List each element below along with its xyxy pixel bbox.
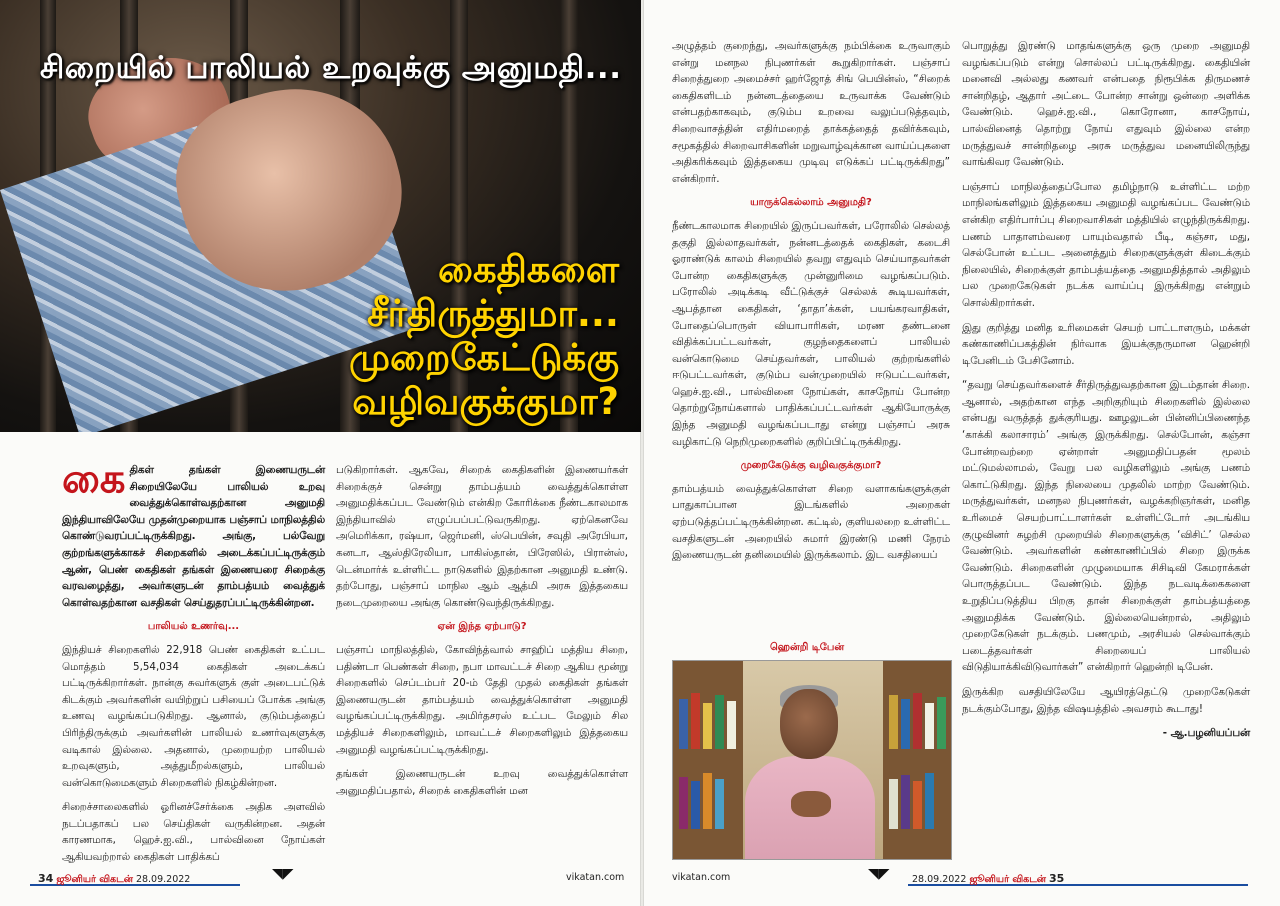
footer-right: [912, 872, 1064, 886]
subheading: ஏன் இந்த ஏற்பாடு?: [437, 621, 527, 633]
paragraph: நீண்டகாலமாக சிறையில் இருப்பவர்கள், பரோலில் செல்லத் தகுதி இல்லாதவர்கள், நன்னடத்தைக் கைதிகள், கடைசி ஓராண்டுக் காலம் சிறையில் தவறு எதுவும் செய்யாதவர்கள் போன்ற கைதிகளுக்கு முன்னுரிமை வழங்கப்படும். பரோலில் அடிக்கடி வீட்டுக்குச் செல்லக் கூடியவர்கள், ஆபத்தான கைதிகள், ‘தாதா’க்கள், பயங்கரவாதிகள், போதைப்பொருள் வியாபாரிகள், மரண தண்டனை விதிக்கப்பட்டவர்கள், குழந்தைகளைப் பாலியல் வன்கொடுமை செய்தவர்கள், பாலியல் குற்றங்களில் ஈடுபட்டவர்கள், குடும்ப வன்முறையில் ஈடுபட்டவர்கள், ஹெச்.ஐ.வி., பால்வினை நோய்கள், காசநோய் போன்ற தொற்றுநோய்களால் பாதிக்கப்பட்டவர்கள் ஆகியோருக்கு இந்த அனுமதி வழங்கப்படாது என்று பஞ்சாப் அரசு வழிகாட்டு நெறிமுறைகளில் குறிப்பிட்டிருக்கிறது.: [672, 219, 950, 448]
footer-left: [38, 872, 190, 886]
paragraph: இருக்கிற வசதியிலேயே ஆயிரத்தெட்டு முறைகேடுகள் நடக்கும்போது, இந்த விஷயத்தில் அவசரம் கூடாது!: [962, 685, 1250, 715]
vikatan-logo-icon: ◥◤: [272, 866, 294, 882]
paragraph: இந்தியச் சிறைகளில் 22,918 பெண் கைதிகள் உட்பட மொத்தம் 5,54,034 கைதிகள் அடைக்கப் பட்டிருக்கிறார்கள். நான்கு சுவர்களுக் குள் அடைபட்டுக் கிடக்கும் அவர்களின் வயிற்றுப் பசியைப் போக்க அங்கு உணவு வழங்கப்படுகிறது. ஆனால், குடும்பத்தைப் பிரிந்திருக்கும் அவர்களின் பாலியல் உணர்வுகளுக்கு வடிகால் இல்லை. அதனால், முறையற்ற பாலியல் உறவுகளும், அத்துமீறல்களும், பாலியல் வன்கொடுமைகளும் சிறைகளில் நிகழ்கின்றன.: [62, 643, 325, 789]
paragraph: பொறுத்து இரண்டு மாதங்களுக்கு ஒரு முறை அனுமதி வழங்கப்படும் என்று சொல்லப் பட்டிருக்கிறது. கைதியின் மனைவி அல்லது கணவர் என்பதை நிரூபிக்க திருமணச் சான்றிதழ், ஆதார் அட்டை போன்ற சான்று ஒன்றை அளிக்க வேண்டும். ஹெச்.ஐ.வி., கொரோனா, காசநோய், பால்வினைத் தொற்று நோய் எதுவும் இல்லை என்ற மருத்துவச் சான்றிதழை அரசு மருத்துவ மனையிலிருந்து வாங்கிவர வேண்டும்.: [962, 40, 1250, 169]
paragraph: அழுத்தம் குறைந்து, அவர்களுக்கு நம்பிக்கை உருவாகும் என்று மனநல நிபுணர்கள் கூறுகிறார்கள். பஞ்சாப் சிறைத்துறை அமைச்சர் ஹர்ஜோத் சிங் பெயின்ஸ், “சிறைக் கைதிகளிடம் நன்னடத்தையை உருவாக்க வேண்டும் என்பதற்காகவும், குடும்ப உறவை வலுப்படுத்தவும், சிறைவாசத்தின் எதிர்மறைத் தாக்கத்தைத் தவிர்க்கவும், சமூகத்தில் சிறைவாசிகளின் மறுவாழ்வுக்கான வாய்ப்புகளை அதிகரிக்கவும் இத்தகைய முடிவு எடுக்கப் பட்டிருக்கிறது” என்கிறார்.: [672, 40, 950, 185]
author-signature: - ஆ.பழனியப்பன்: [1162, 727, 1250, 740]
headline-line: வழிவகுக்குமா?: [352, 380, 619, 423]
page-number: 34: [38, 872, 54, 885]
paragraph: சிறைச்சாலைகளில் ஓரினச்சேர்க்கை அதிக அளவில் நடப்பதாகப் பல செய்திகள் வருகின்றன. அதன் காரணமாக, ஹெச்.ஐ.வி., பால்வினை நோய்கள் ஆகியவற்றால் கைதிகள் பாதிக்கப்: [62, 801, 325, 864]
paragraph: பஞ்சாப் மாநிலத்தைப்போல தமிழ்நாடு உள்ளிட்ட மற்ற மாநிலங்களிலும் இத்தகைய அனுமதி வழங்கப்பட வேண்டும் என்கிற எதிர்பார்ப்பு சிறைவாசிகள் மத்தியில் எழுந்திருக்கிறது. பணம் பாதாளம்வரை பாயும்வதால் பீடி, கஞ்சா, மது, செல்போன் உட்பட அனைத்தும் சிறைகளுக்குள் கிடைக்கும் நிலையில், சிறைக்குள் தாம்பத்யத்தை அனுமதித்தால் அதிலும் பல முறைகேடுகள் நடக்க வாய்ப்பு இருக்கிறது என்றும் சொல்கிறார்கள்.: [962, 180, 1250, 309]
article-column-3: [672, 38, 950, 572]
magazine-name: ஜூனியர் விகடன்: [969, 874, 1046, 885]
subheading: பாலியல் உணர்வு...: [147, 621, 240, 633]
paragraph: “தவறு செய்தவர்களைச் சீர்திருத்துவதற்கான இடம்தான் சிறை. ஆனால், அதற்கான எந்த அறிகுறியும் சிறைகளில் இல்லை என்பது வருத்தத் துக்குரியது. ஊழலுடன் பின்னிப்பிணைந்த ‘காக்கி கலாசாரம்’ அங்கு இருக்கிறது. செல்போன், கஞ்சா போன்றவற்றை ஏன்றாள் அனுமதிப்பதன் மூலம் மட்டுமல்லாமல், வேறு பல வழிகளிலும் அங்கு பணம் கொட்டுகிறது. இந்த நிலையை முதலில் மாற்ற வேண்டும். மருத்துவர்கள், மனநல நிபுணர்கள், வழக்கறிஞர்கள், மனித உரிமைச் செயற்பாட்டாளர்கள் உள்ளிட்டோர் அடங்கிய குழுவினர் சுழற்சி முறையில் சிறைகளுக்கு ‘விசிட்’ செல்ல வேண்டும். அவர்களின் கண்காணிப்பில் சிறை இருக்க வேண்டும். சிறைகளின் முழுமையாக சிசிடிவி கேமராக்கள் பொருத்தப்பட வேண்டும். இந்த நடவடிக்கைகளை உறுதிப்படுத்திய பிறகு தான் சிறைக்குள் தாம்பத்யத்தை அனுமதிக்க வேண்டும். இல்லையென்றால், அதிலும் முறைகேடுகள் நடக்கும். பணமும், அரசியல் செல்வாக்கும் படைத்தவர்கள் சிறையைப் பாலியல் விடுதியாக்கிவிடுவார்கள்” என்கிறார் ஹென்றி டிபேன்.: [962, 379, 1250, 674]
dropcap: கை: [62, 456, 126, 502]
website-link[interactable]: vikatan.com: [566, 872, 625, 883]
portrait-photo: [672, 660, 952, 860]
website-link[interactable]: vikatan.com: [672, 872, 731, 883]
paragraph: தாம்பத்யம் வைத்துக்கொள்ள சிறை வளாகங்களுக்குள் பாதுகாப்பான இடங்களில் அறைகள் ஏற்படுத்தப்பட்டிருக்கின்றன. கட்டில், குளியலறை உள்ளிட்ட வசதிகளுடன் அறையில் சுமார் இரண்டு மணி நேரம் இணையருடன் தனிமையில் இருக்கலாம். இட வசதியைப்: [672, 482, 950, 562]
article-column-2: [336, 462, 628, 807]
hero-title: சிறையில் பாலியல் உறவுக்கு அனுமதி...: [40, 50, 622, 86]
article-column-4: [962, 38, 1250, 742]
photo-caption: ஹென்றி டிபேன்: [770, 642, 845, 653]
hero-photo: [0, 0, 641, 432]
paragraph: படுகிறார்கள். ஆகவே, சிறைக் கைதிகளின் இணையர்கள் சிறைக்குச் சென்று தாம்பத்யம் வைத்துக்கொள்ள அனுமதிக்கப்பட வேண்டும் என்கிற கோரிக்கை நீண்டகாலமாக இந்தியாவில் எழுப்பப்பட்டுவருகிறது. ஏற்கெனவே அமெரிக்கா, ரஷ்யா, ஜெர்மனி, ஸ்பெயின், சவுதி அரேபியா, கனடா, ஆஸ்திரேலியா, பாகிஸ்தான், பிரேஸில், பிரான்ஸ், டென்மார்க் உள்ளிட்ட நாடுகளில் இதற்கான அனுமதி உண்டு. தற்போது, பஞ்சாப் மாநில ஆம் ஆத்மி அரசு இத்தகைய நடைமுறையை அங்கு கொண்டுவந்திருக்கிறது.: [336, 464, 628, 609]
headline: [319, 248, 619, 424]
headline-line: முறைகேட்டுக்கு: [348, 336, 619, 379]
lead-paragraph: கைதிகள் தங்கள் இணையருடன் சிறையிலேயே பாலியல் உறவு வைத்துக்கொள்வதற்கான அனுமதி இந்தியாவிலேயே முதன்முறையாக பஞ்சாப் மாநிலத்தில் கொண்டுவரப்பட்டிருக்கிறது. அங்கு, பல்வேறு குற்றங்களுக்காகச் சிறைகளில் அடைக்கப்பட்டிருக்கும் ஆண், பெண் கைதிகள் தங்கள் இணையரை சிறைக்கு வரவழைத்து, அவர்களுடன் தாம்பத்யம் வைத்துக் கொள்வதற்கான வசதிகள் செய்துதரப்பட்டிருக்கின்றன.: [62, 456, 325, 609]
subheading: முறைகேடுக்கு வழிவகுக்குமா?: [740, 460, 882, 472]
magazine-name: ஜூனியர் விகடன்: [56, 874, 133, 885]
vikatan-logo-icon: ◥◤: [868, 866, 890, 882]
article-column-1: [62, 456, 325, 874]
paragraph: பஞ்சாப் மாநிலத்தில், கோவிந்த்வால் சாஹிப் மத்திய சிறை, பதிண்டா பெண்கள் சிறை, நபா மாவட்டச் சிறை ஆகிய மூன்று சிறைகளில் செப்டம்பர் 20-ம் தேதி முதல் கைதிகள் தங்கள் இணையருடன் தாம்பத்யம் வைத்துக்கொள்ள அனுமதி வழங்கப்பட்டிருக்கிறது. அமிர்தசரஸ் உட்பட மேலும் சில மத்தியச் சிறைகளிலும், மாவட்டச் சிறைகளிலும் இத்தகைய அனுமதி வழங்கப்பட்டிருக்கிறது.: [336, 643, 628, 756]
issue-date: 28.09.2022: [135, 874, 191, 885]
headline-line: சீர்திருத்துமா...: [367, 292, 619, 335]
subheading: யாருக்கெல்லாம் அனுமதி?: [750, 197, 872, 209]
paragraph: இது குறித்து மனித உரிமைகள் செயற் பாட்டாளரும், மக்கள் கண்காணிப்பகத்தின் நிர்வாக இயக்குநருமான ஹென்றி டிபேனிடம் பேசினோம்.: [962, 321, 1250, 367]
page-number: 35: [1049, 872, 1065, 885]
paragraph: தங்கள் இணையருடன் உறவு வைத்துக்கொள்ள அனுமதிப்பதால், சிறைக் கைதிகளின் மன: [336, 768, 628, 797]
headline-line: கைதிகளை: [437, 248, 619, 291]
issue-date: 28.09.2022: [912, 874, 967, 885]
